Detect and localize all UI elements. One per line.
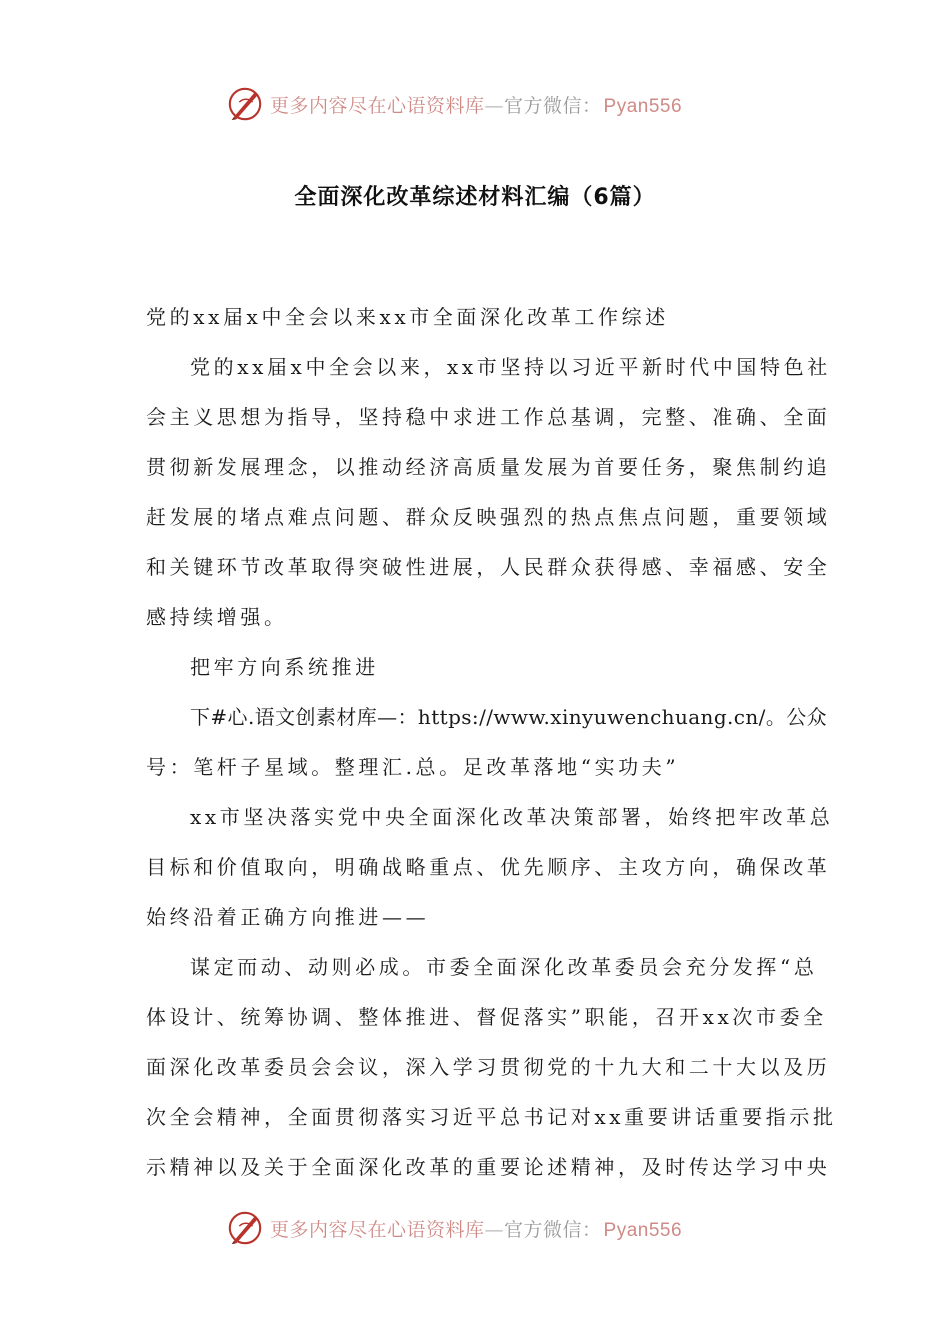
pen-logo-icon — [226, 85, 264, 123]
body-line: 党的xx届x中全会以来，xx市坚持以习近平新时代中国特色社 — [190, 355, 831, 379]
body-line: 赶发展的堵点难点问题、群众反映强烈的热点焦点问题，重要领域 — [146, 505, 831, 529]
header-banner — [0, 84, 950, 124]
body-line: 和关键环节改革取得突破性进展，人民群众获得感、幸福感、安全 — [146, 555, 831, 579]
banner-text: 更多内容尽在心语资料库—官方微信： Pyan556 — [270, 94, 683, 117]
body-line: xx市坚决落实党中央全面深化改革决策部署，始终把牢改革总 — [190, 805, 834, 829]
body-line: 谋定而动、动则必成。市委全面深化改革委员会充分发挥“总 — [190, 955, 818, 979]
body-line: 始终沿着正确方向推进—— — [146, 905, 430, 929]
footer-banner — [0, 1208, 950, 1248]
body-line: 面深化改革委员会会议，深入学习贯彻党的十九大和二十大以及历 — [146, 1055, 831, 1079]
section-heading: 把牢方向系统推进 — [190, 655, 379, 679]
body-line: 会主义思想为指导，坚持稳中求进工作总基调，完整、准确、全面 — [146, 405, 831, 429]
body-line: 体设计、统筹协调、整体推进、督促落实”职能，召开xx次市委全 — [146, 1005, 827, 1029]
body-line: 贯彻新发展理念，以推动经济高质量发展为首要任务，聚焦制约追 — [146, 455, 831, 479]
banner-text: 更多内容尽在心语资料库—官方微信： Pyan556 — [270, 1218, 683, 1241]
body-line-link: 下#心.语文创素材库—：https://www.xinyuwenchuang.cn/。公众 — [190, 705, 828, 729]
document-title: 全面深化改革综述材料汇编（6篇） — [294, 185, 656, 210]
paragraph-heading: 党的xx届x中全会以来xx市全面深化改革工作综述 — [146, 305, 669, 329]
document-body — [146, 300, 837, 1200]
body-line: 示精神以及关于全面深化改革的重要论述精神，及时传达学习中央 — [146, 1155, 831, 1179]
body-line: 次全会精神，全面贯彻落实习近平总书记对xx重要讲话重要指示批 — [146, 1105, 837, 1129]
pen-logo-icon — [226, 1209, 264, 1247]
body-line: 号：笔杆子星域。整理汇.总。足改革落地“实功夫” — [146, 755, 680, 779]
body-line: 目标和价值取向，明确战略重点、优先顺序、主攻方向，确保改革 — [146, 855, 831, 879]
body-line: 感持续增强。 — [146, 605, 288, 629]
